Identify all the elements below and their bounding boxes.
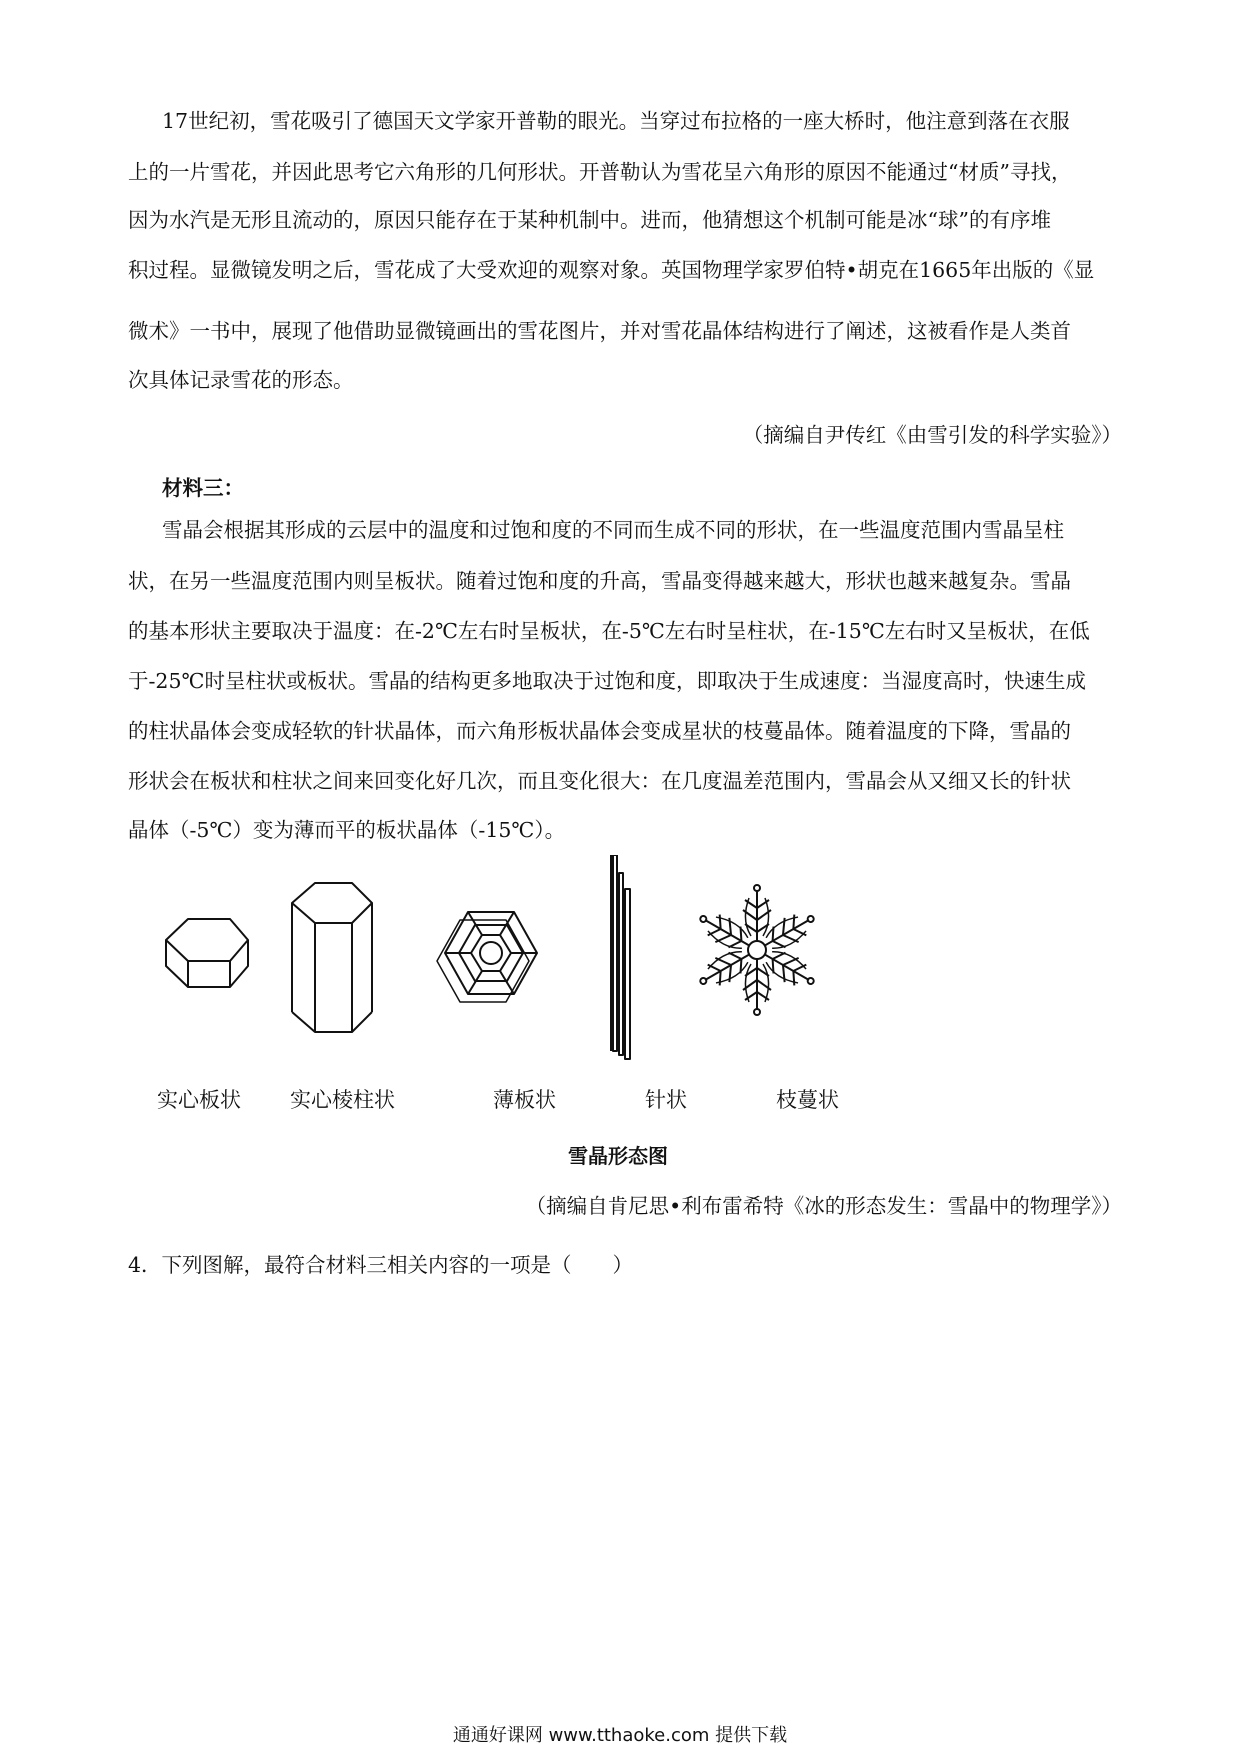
question-4: 4．下列图解，最符合材料三相关内容的一项是（ ） bbox=[128, 1253, 634, 1277]
paragraph-line: 微术》一书中，展现了他借助显微镜画出的雪花图片，并对雪花晶体结构进行了阐述，这被看作是人类首 bbox=[128, 319, 1071, 343]
paragraph-line: 的柱状晶体会变成轻软的针状晶体，而六角形板状晶体会变成星状的枝蔓晶体。随着温度的下降，雪晶的 bbox=[128, 719, 1071, 743]
footer-watermark: 通通好课网 www.tthaoke.com 提供下载 bbox=[452, 1725, 788, 1746]
snow-crystal-figure bbox=[0, 855, 1240, 1075]
paragraph-line: 状，在另一些温度范围内则呈板状。随着过饱和度的升高，雪晶变得越来越大，形状也越来越复杂。雪晶 bbox=[128, 569, 1071, 593]
paragraph-line: 晶体（-5℃）变为薄而平的板状晶体（-15℃）。 bbox=[128, 818, 566, 842]
paragraph-line: 的基本形状主要取决于温度：在-2℃左右时呈板状，在-5℃左右时呈柱状，在-15℃左右时又呈板状，在低 bbox=[128, 619, 1090, 643]
figure-label-thin-plate: 薄板状 bbox=[493, 1088, 556, 1112]
figure-label-dendrite: 枝蔓状 bbox=[776, 1088, 839, 1112]
paragraph-line: 于-25℃时呈柱状或板状。雪晶的结构更多地取决于过饱和度，即取决于生成速度：当湿度高时，快速生成 bbox=[128, 669, 1086, 693]
figure-caption: 雪晶形态图 bbox=[568, 1144, 668, 1168]
paragraph-line: 17世纪初，雪花吸引了德国天文学家开普勒的眼光。当穿过布拉格的一座大桥时，他注意到落在衣服 bbox=[162, 109, 1070, 133]
source-citation: （摘编自尹传红《由雪引发的科学实验》） bbox=[742, 423, 1122, 447]
thin-plate-crystal bbox=[437, 912, 537, 1002]
paragraph-line: 因为水汽是无形且流动的，原因只能存在于某种机制中。进而，他猜想这个机制可能是冰“球”的有序堆 bbox=[128, 208, 1051, 232]
figure-label-solid-prism: 实心棱柱状 bbox=[290, 1088, 395, 1112]
paragraph-line: 形状会在板状和柱状之间来回变化好几次，而且变化很大：在几度温差范围内，雪晶会从又细又长的针状 bbox=[128, 769, 1071, 793]
paragraph-line: 雪晶会根据其形成的云层中的温度和过饱和度的不同而生成不同的形状，在一些温度范围内雪晶呈柱 bbox=[162, 518, 1064, 542]
solid-prism-crystal bbox=[292, 883, 372, 1032]
section-heading: 材料三： bbox=[162, 476, 244, 500]
solid-plate-crystal bbox=[166, 919, 248, 987]
paragraph-line: 上的一片雪花，并因此思考它六角形的几何形状。开普勒认为雪花呈六角形的原因不能通过“材质”寻找， bbox=[128, 160, 1072, 184]
paragraph-line: 次具体记录雪花的形态。 bbox=[128, 368, 354, 392]
figure-label-needle: 针状 bbox=[645, 1088, 687, 1112]
paragraph-line: 积过程。显微镜发明之后，雪花成了大受欢迎的观察对象。英国物理学家罗伯特•胡克在1665年出版的《显 bbox=[128, 258, 1095, 282]
figure-label-solid-plate: 实心板状 bbox=[157, 1088, 241, 1112]
source-citation: （摘编自肯尼思•利布雷希特《冰的形态发生：雪晶中的物理学》） bbox=[525, 1194, 1122, 1218]
dendrite-crystal bbox=[694, 885, 821, 1015]
needle-crystal bbox=[611, 855, 630, 1059]
